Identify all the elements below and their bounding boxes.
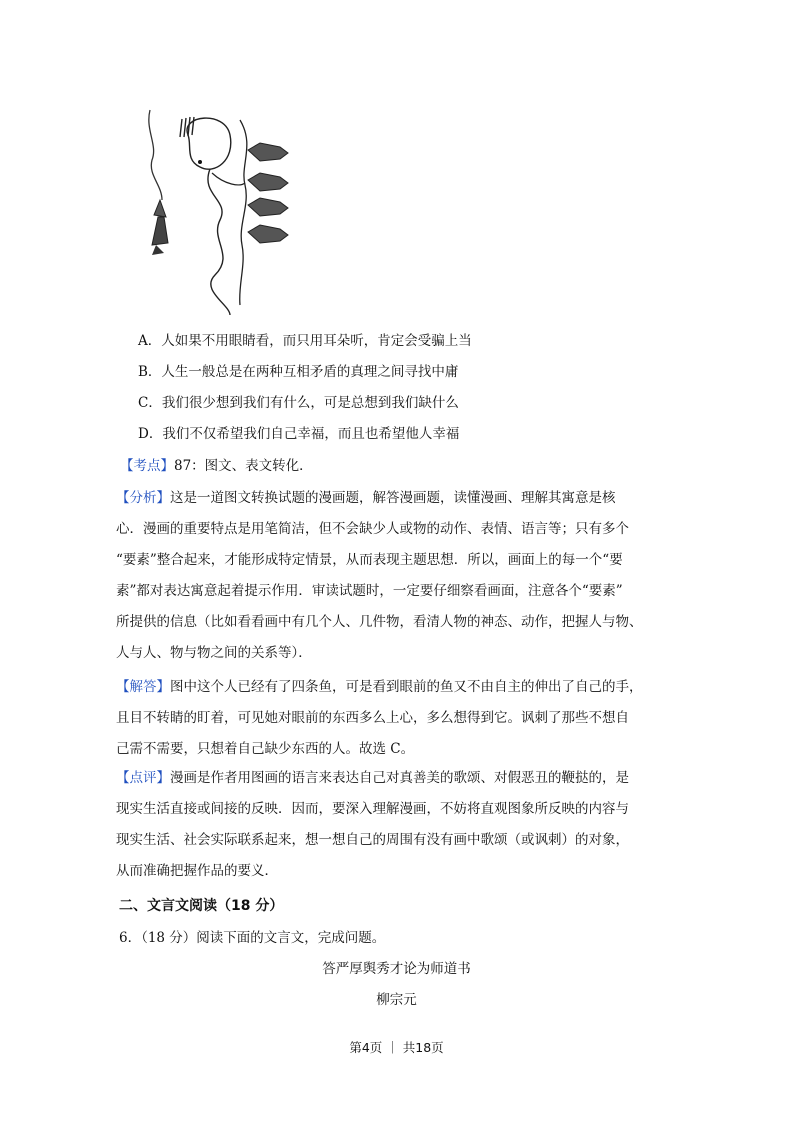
dianping-line: 漫画是作者用图画的语言来表达自己对真善美的歌颂、对假恶丑的鞭挞的，是 [170,770,629,786]
kaodian-text: 87：图文、表文转化． [174,458,313,474]
dianping-line: 现实生活、社会实际联系起来，想一想自己的周围有没有画中歌颂（或讽刺）的对象， [116,832,629,848]
fenxi-line: 素”都对表达寓意起着提示作用．审读试题时，一定要仔细察看画面，注意各个“要素” [116,583,623,599]
essay-title: 答严厚舆秀才论为师道书 [322,961,471,977]
fenxi-line: 这是一道图文转换试题的漫画题，解答漫画题，读懂漫画、理解其寓意是核 [170,490,616,506]
jieda-line: 己需不需要，只想着自己缺少东西的人。故选 C。 [116,741,415,757]
fenxi-line: 人与人、物与物之间的关系等）． [116,645,312,661]
cartoon-illustration [140,105,300,320]
dianping-tag: 【点评】 [116,770,170,786]
option-b: B．人生一般总是在两种互相矛盾的真理之间寻找中庸 [138,364,459,380]
section-heading: 二、文言文阅读（18 分） [119,898,284,914]
page-footer: 第4页 ｜ 共18页 [349,1040,444,1055]
kaodian-tag: 【考点】 [120,458,174,474]
fenxi-line: 所提供的信息（比如看看画中有几个人、几件物，看清人物的神态、动作，把握人与物、 [116,614,643,630]
fenxi-tag: 【分析】 [116,490,170,506]
dianping-line: 现实生活直接或间接的反映．因而，要深入理解漫画，不妨将直观图象所反映的内容与 [116,801,629,817]
dianping-block [116,763,676,887]
jieda-line: 图中这个人已经有了四条鱼，可是看到眼前的鱼又不由自主的伸出了自己的手， [170,679,643,695]
fenxi-block [116,483,676,669]
kaodian-block [120,451,680,482]
option-a: A．人如果不用眼睛看，而只用耳朵听，肯定会受骗上当 [138,333,472,349]
option-c: C．我们很少想到我们有什么，可是总想到我们缺什么 [138,395,459,411]
dianping-line: 从而准确把握作品的要义． [116,863,278,879]
question-6: 6．（18 分）阅读下面的文言文，完成问题。 [119,930,386,946]
jieda-block [116,672,676,765]
jieda-tag: 【解答】 [116,679,170,695]
fenxi-line: “要素”整合起来，才能形成特定情景，从而表现主题思想．所以，画面上的每一个“要 [116,552,623,568]
jieda-line: 且目不转睛的盯着，可见她对眼前的东西多么上心，多么想得到它。讽刺了那些不想自 [116,710,629,726]
option-d: D．我们不仅希望我们自己幸福，而且也希望他人幸福 [138,426,460,442]
essay-author: 柳宗元 [376,992,417,1008]
fenxi-line: 心．漫画的重要特点是用笔简洁，但不会缺少人或物的动作、表情、语言等；只有多个 [116,521,629,537]
